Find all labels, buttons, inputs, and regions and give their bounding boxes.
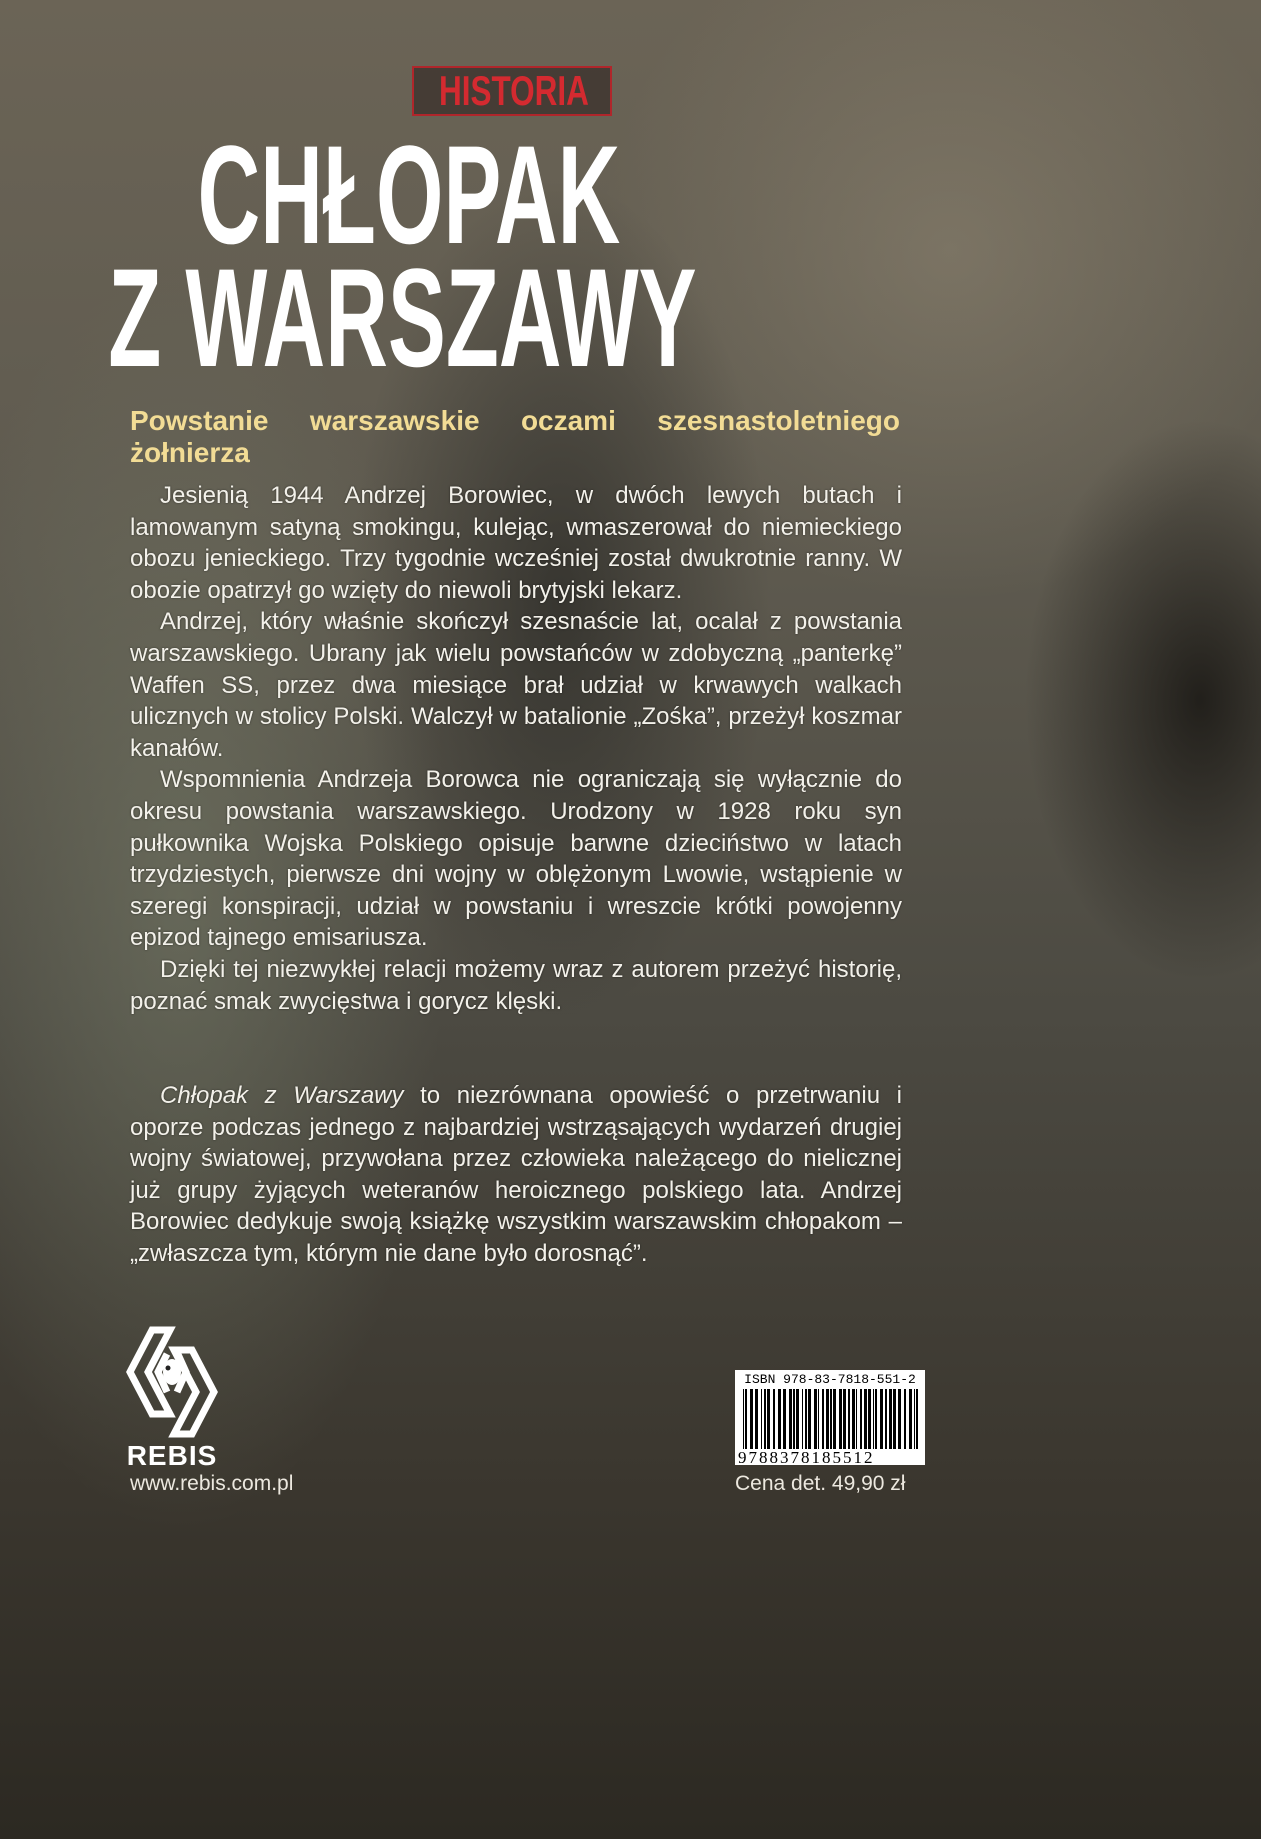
barcode-bar [789,1389,792,1449]
blurb [130,480,902,1270]
blurb-paragraph: Wspomnienia Andrzeja Borowca nie ograniczają się wyłącznie do okresu powstania warszawskiego. Urodzony w 1928 roku syn pułkownika Wojska Polskiego opisuje barwne dzieciństwo w latach trzydziestych, pierwsze dni wojny w oblężonym Lwowie, wstąpienie w szeregi konspiracji, udział w powstaniu i wreszcie krótki powojenny epizod tajnego emisariusza. [130,766,902,952]
barcode-bars [741,1389,919,1449]
barcode-bar [914,1389,915,1449]
barcode-bar [761,1389,762,1449]
book-title-italic: Chłopak z Warszawy [160,1082,404,1110]
barcode-bar [848,1389,850,1449]
book-title-line-2 [0,239,1033,396]
barcode-bar [909,1389,912,1449]
barcode-bar [745,1389,747,1449]
barcode-bar [830,1389,832,1449]
barcode-bar [880,1389,883,1449]
barcode-bar [885,1389,887,1449]
barcode-digits: 9788378185512 [738,1448,875,1467]
barcode-bar [814,1389,817,1449]
barcode-bar [875,1389,877,1449]
barcode-bar [843,1389,846,1449]
blurb-paragraph: Jesienią 1944 Andrzej Borowiec, w dwóch lewych butach i lamowanym satyną smokingu, kulejąc, wmaszerował do niemieckiego obozu jenieckiego. Trzy tygodnie wcześniej został dwukrotnie ranny. W obozie opatrzył go wzięty do niewoli brytyjski lekarz. [130,482,902,604]
barcode-bar [755,1389,758,1449]
barcode-bar [802,1389,803,1449]
barcode-bar [898,1389,901,1449]
series-label [412,66,612,116]
subtitle: Powstanie warszawskie oczami szesnastoletniego żołnierza [130,405,900,468]
barcode-bar [750,1389,753,1449]
barcode-bar [889,1389,892,1449]
barcode-bar [864,1389,867,1449]
barcode-bar [764,1389,766,1449]
barcode-bar [868,1389,871,1449]
publisher-url: www.rebis.com.pl [130,1472,294,1495]
isbn-text: ISBN 978-83-7818-551-2 [744,1372,916,1387]
isbn-barcode [735,1370,925,1465]
book-title-line-1 [0,116,1039,273]
blurb-paragraph: Dzięki tej niezwykłej relacji możemy wraz z autorem przeżyć historię, poznać smak zwycięstwa i gorycz klęski. [130,955,902,1015]
barcode-bar [904,1389,906,1449]
barcode-bar [778,1389,781,1449]
title-text: Z WARSZAWY [108,239,697,396]
barcode-bar [808,1389,811,1449]
barcode-bar [856,1389,857,1449]
publisher-name: REBIS [126,1440,218,1471]
barcode-bar [860,1389,862,1449]
barcode-bar [839,1389,842,1449]
barcode-bar [833,1389,836,1449]
barcode-bar [873,1389,874,1449]
rebis-logo-icon [122,1322,222,1442]
barcode-bar [783,1389,786,1449]
barcode-bar [818,1389,819,1449]
price: Cena det. 49,90 zł [735,1472,906,1495]
barcode-bar [826,1389,829,1449]
barcode-bar [893,1389,896,1449]
closing-paragraph [130,1080,902,1270]
barcode-bar [793,1389,795,1449]
blurb-paragraph: Andrzej, który właśnie skończył szesnaście lat, ocalał z powstania warszawskiego. Ubrany jak wielu powstańców w zdobyczną „panterkę” Waffen SS, przez dwa miesiące brał udział w krwawych walkach ulicznych w stolicy Polski. Walczył w batalionie „Zośka”, przeżył koszmar kanałów. [130,608,902,762]
barcode-bar [743,1389,744,1449]
barcode-bar [822,1389,824,1449]
series-label-text: HISTORIA [438,67,589,114]
barcode-bar [796,1389,799,1449]
closing-text: to niezrównana opowieść o przetrwaniu i oporze podczas jednego z najbardziej wstrząsających wydarzeń drugiej wojny światowej, przywołana przez człowieka należącego do nielicznej już grupy żyjących weteranów heroicznego polskiego lata. Andrzej Borowiec dedykuje swoją książkę wszystkim warszawskim chłopakom – „zwłaszcza tym, którym nie dane było dorosnąć”. [130,1082,902,1268]
barcode-bar [773,1389,775,1449]
barcode-bar [805,1389,807,1449]
title-text: CHŁOPAK [197,116,620,273]
barcode-bar [767,1389,770,1449]
barcode-bar [852,1389,855,1449]
barcode-bar [916,1389,918,1449]
